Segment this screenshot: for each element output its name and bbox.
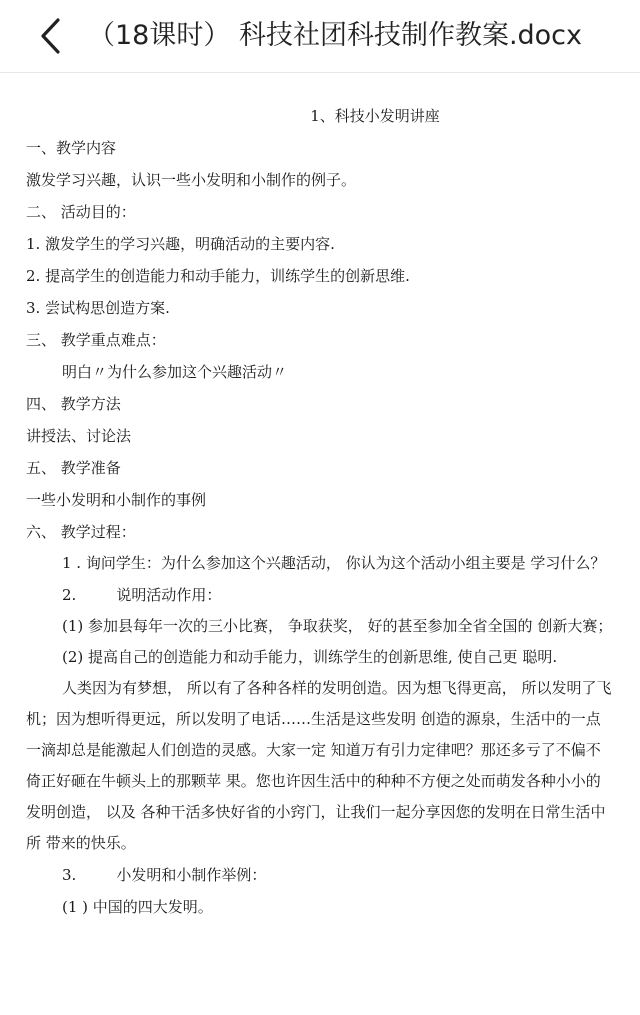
section-text: 一些小发明和小制作的事例 xyxy=(26,491,207,509)
document-title: （18课时） 科技社团科技制作教案.docx xyxy=(88,20,583,51)
list-item: 1. 激发学生的学习兴趣，明确活动的主要内容. xyxy=(26,235,335,253)
section-heading: 三、 教学重点难点： xyxy=(26,331,166,349)
chevron-left-icon xyxy=(38,17,62,55)
paragraph-text: 小发明和小制作举例： xyxy=(116,866,267,884)
paragraph: (2) 提高自己的创造能力和动手能力，训练学生的创新思维, 使自己更 聪明. xyxy=(62,648,558,666)
section-text: 讲授法、讨论法 xyxy=(26,427,132,445)
section-heading: 一、教学内容 xyxy=(26,139,117,157)
lesson-title: 1、科技小发明讲座 xyxy=(310,107,440,125)
paragraph xyxy=(26,579,614,611)
app-header xyxy=(0,0,640,73)
paragraph-number: 2. xyxy=(62,586,77,604)
section-heading: 五、 教学准备 xyxy=(26,459,121,477)
paragraph: 1 . 询问学生：为什么参加这个兴趣活动， 你认为这个活动小组主要是 学习什么？ xyxy=(62,554,606,572)
paragraph xyxy=(26,859,614,891)
paragraph: (1 ) 中国的四大发明。 xyxy=(62,898,213,916)
section-heading: 二、 活动目的： xyxy=(26,203,136,221)
section-heading: 四、 教学方法 xyxy=(26,395,121,413)
paragraph: (1) 参加县每年一次的三小比赛， 争取获奖， 好的甚至参加全省全国的 创新大赛； xyxy=(62,617,613,635)
paragraph: 人类因为有梦想， 所以有了各种各样的发明创造。因为想飞得更高， 所以发明了飞机；因为想听得更远，所以发明了电话……生活是这些发明 创造的源泉，生活中的一点一滴却总是能激起人们创造的灵感。大家一定 知道万有引力定律吧？那还多亏了不偏不倚正好砸在牛顿头上的那颗苹 果。您也许因生活中的种种不方便之处而萌发各种小小的发明创造， 以及 各种干活多快好省的小窍门，让我们一起分享因您的发明在日常生活中所 带来的快乐。 xyxy=(26,679,612,852)
list-item: 3. 尝试构思创造方案. xyxy=(26,299,170,317)
paragraph-text: 说明活动作用： xyxy=(116,586,222,604)
section-text: 激发学习兴趣，认识一些小发明和小制作的例子。 xyxy=(26,171,357,189)
section-heading: 六、 教学过程： xyxy=(26,523,136,541)
paragraph-number: 3. xyxy=(62,866,77,884)
back-button[interactable] xyxy=(30,14,70,58)
list-item: 2. 提高学生的创造能力和动手能力，训练学生的创新思维. xyxy=(26,267,410,285)
section-text: 明白〃为什么参加这个兴趣活动〃 xyxy=(62,363,288,381)
document-body xyxy=(0,100,640,923)
